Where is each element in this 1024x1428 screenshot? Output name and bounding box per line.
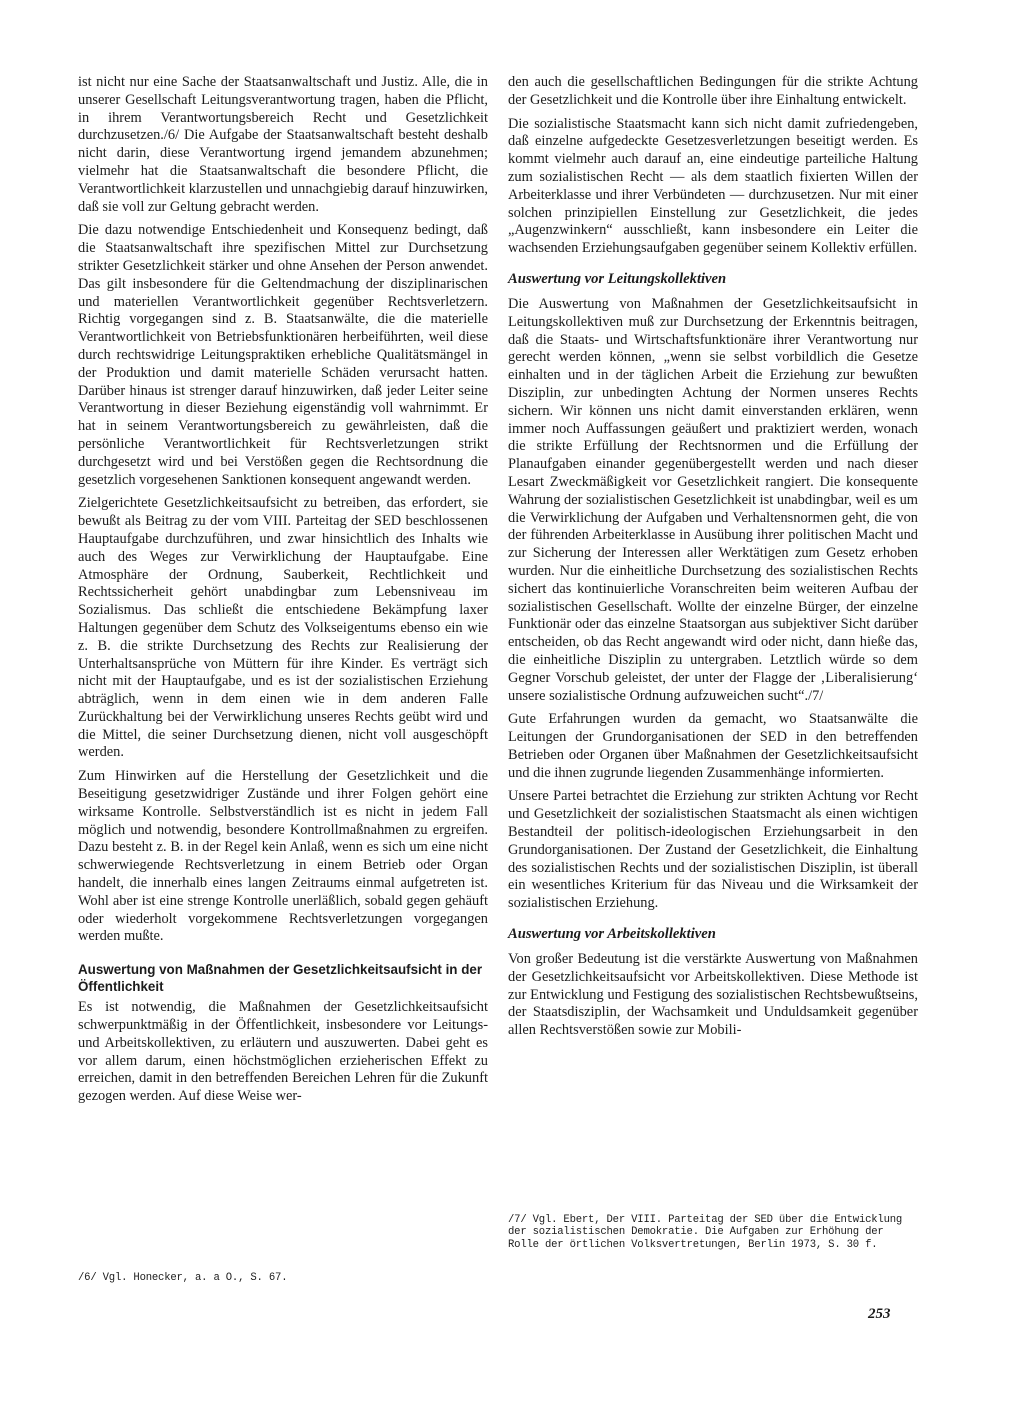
- footnote: /7/ Vgl. Ebert, Der VIII. Parteitag der SED über die Entwicklung der sozialistischen Demokratie. Die Aufgaben zur Erhöhung der Rolle der örtlichen Volksvertretungen, Berlin 1973, S. 30 f.: [508, 1214, 903, 1251]
- paragraph: Gute Erfahrungen wurden da gemacht, wo Staatsanwälte die Leitungen der Grundorganisationen der SED in den betreffenden Betrieben oder Organen über Maßnahmen der Gesetzlichkeitsaufsicht und die ihnen zugrunde liegenden Zusammenhänge informierten.: [508, 711, 918, 781]
- paragraph: Es ist notwendig, die Maßnahmen der Gesetzlichkeitsaufsicht schwerpunktmäßig in der Öffentlichkeit, insbesondere vor Leitungs- und Arbeitskollektiven, zu erläutern und auszuwerten. Dabei geht es vor allem darum, einen höchstmöglichen erzieherischen Effekt zu erreichen, damit in den betreffenden Bereichen Lehren für die Zukunft gezogen werden. Auf diese Weise wer-: [78, 999, 488, 1105]
- left-column: [78, 74, 488, 1112]
- footnote: /6/ Vgl. Honecker, a. a O., S. 67.: [78, 1272, 288, 1284]
- paragraph: Von großer Bedeutung ist die verstärkte Auswertung von Maßnahmen der Gesetzlichkeitsaufsicht vor Arbeitskollektiven. Diese Methode ist zur Entwicklung und Festigung des sozialistischen Rechtsbewußtseins, der Staatsdisziplin, der Wachsamkeit und Unduldsamkeit gegenüber allen Rechtsverstößen sowie zur Mobili-: [508, 951, 918, 1039]
- paragraph: Zum Hinwirken auf die Herstellung der Gesetzlichkeit und die Beseitigung gesetzwidriger Zustände und ihrer Folgen gehört eine wirksame Kontrolle. Selbstverständlich ist es nicht in jedem Fall möglich und notwendig, besondere Kontrollmaßnahmen zu ergreifen. Dazu besteht z. B. in der Regel kein Anlaß, wenn es sich um eine nicht schwerwiegende Rechtsverletzung in einem Betrieb oder Organ handelt, die innerhalb eines langen Zeitraums einmal aufgetreten ist. Wohl aber ist eine strenge Kontrolle unerläßlich, sobald gegen gehäuft oder wiederholt vorgekommene Rechtsverletzungen vorgegangen werden mußte.: [78, 768, 488, 945]
- section-heading: Auswertung von Maßnahmen der Gesetzlichkeitsaufsicht in der Öffentlichkeit: [78, 962, 483, 994]
- paragraph: Die sozialistische Staatsmacht kann sich nicht damit zufriedengeben, daß einzelne aufgedeckte Gesetzesverletzungen beseitigt werden. Es kommt vielmehr auch darauf an, eine eindeutige parteiliche Haltung zum sozialistischen Recht — als dem staatlich fixierten Willen der Arbeiterklasse und ihrer Verbündeten — durchzusetzen. Nur mit einer solchen prinzipiellen Einstellung zur Gesetzlichkeit, die jedes „Augenzwinkern“ ausschließt, kann insbesondere ein Leiter die wachsenden Erziehungsaufgaben gegenüber seinem Kollektiv erfüllen.: [508, 115, 918, 257]
- paragraph: ist nicht nur eine Sache der Staatsanwaltschaft und Justiz. Alle, die in unserer Gesellschaft Leitungsverantwortung tragen, haben die Pflicht, in ihrem Verantwortungsbereich Recht und Gesetzlichkeit durchzusetzen./6/ Die Aufgabe der Staatsanwaltschaft besteht deshalb nicht darin, diese Verantwortung irgend jemandem abzunehmen; vielmehr hat die Staatsanwaltschaft die besondere Pflicht, die Verantwortlichkeit klarzustellen und unnachgiebig darauf hinzuwirken, daß sie voll zur Geltung gebracht werden.: [78, 74, 488, 215]
- paragraph: Zielgerichtete Gesetzlichkeitsaufsicht zu betreiben, das erfordert, sie bewußt als Beitrag zu der vom VIII. Parteitag der SED beschlossenen Hauptaufgabe durchzuführen, und zwar hinsichtlich des Inhalts wie auch des Weges zur Verwirklichung der Hauptaufgabe. Eine Atmosphäre der Ordnung, Sauberkeit, Rechtlichkeit und Rechtssicherheit gehört unabdingbar zum Lebensniveau im Sozialismus. Das schließt die entschiedene Bekämpfung laxer Haltungen gegenüber dem Schutz des Volkseigentums ebenso ein wie z. B. die strikte Durchsetzung des Rechts zur Realisierung der Unterhaltsansprüche von Müttern für ihre Kinder. Es verträgt sich nicht mit der Hauptaufgabe, und es ist der sozialistischen Erziehung abträglich, wenn in dem einen wie in dem anderen Falle Zurückhaltung bei der Verwirklichung unseres Rechts geübt wird und die Mittel, die seiner Durchsetzung dienen, nicht voll ausgeschöpft werden.: [78, 495, 488, 761]
- paragraph: Die Auswertung von Maßnahmen der Gesetzlichkeitsaufsicht in Leitungskollektiven muß zur Durchsetzung der Erkenntnis beitragen, daß die Staats- und Wirtschaftsfunktionäre ihrer Verantwortung nur gerecht werden können, „wenn sie selbst vorbildlich die Gesetze einhalten und in der täglichen Arbeit die Erziehung zur bewußten Disziplin, zur unbedingten Achtung der Normen unseres Rechts sichern. Wir können uns nicht damit einverstanden erklären, wenn immer noch Auffassungen geäußert und praktiziert werden, wonach die strikte Erfüllung der Rechtsnormen und die Erfüllung der Planaufgaben einander gegenübergestellt werden und nach dieser Lesart Zweckmäßigkeit vor Gesetzlichkeit rangiert. Die konsequente Wahrung der sozialistischen Gesetzlichkeit ist unabdingbar, weil es um die Verwirklichung der Aufgaben und Verhaltensnormen geht, die von der führenden Arbeiterklasse in Ausübung ihrer politischen Macht und zur Sicherung der Interessen aller Werktätigen zum Gesetz erhoben wurden. Nur die einheitliche Durchsetzung des sozialistischen Rechts sichert das kontinuierliche Voranschreiten beim weiteren Aufbau der sozialistischen Gesellschaft. Wollte der einzelne Bürger, der einzelne Funktionär oder das einzelne Staatsorgan aus subjektiver Sicht darüber entscheiden, ob das Recht angewandt wird oder nicht, dann hieße das, die einheitliche Disziplin zu untergraben. Letztlich würde so dem Gegner Vorschub geleistet, der unter der Flagge der ‚Liberalisierung‘ unsere sozialistische Ordnung aufzuweichen sucht“./7/: [508, 295, 918, 704]
- paragraph: den auch die gesellschaftlichen Bedingungen für die strikte Achtung der Gesetzlichkeit und die Kontrolle über ihre Einhaltung entwickelt.: [508, 74, 918, 108]
- paragraph: Unsere Partei betrachtet die Erziehung zur strikten Achtung vor Recht und Gesetzlichkeit der sozialistischen Staatsmacht als einen wichtigen Bestandteil der politisch-ideologischen Erziehungsarbeit in den Grundorganisationen. Der Zustand der Gesetzlichkeit, die Einhaltung des sozialistischen Rechts und der sozialistischen Disziplin, ist überall ein wesentliches Kriterium für das Niveau und die Wirksamkeit der sozialistischen Erziehung.: [508, 788, 918, 912]
- paragraph: Die dazu notwendige Entschiedenheit und Konsequenz bedingt, daß die Staatsanwaltschaft ihre spezifischen Mittel zur Durchsetzung strikter Gesetzlichkeit stärker und ohne Ansehen der Person anwendet. Das gilt insbesondere für die Geltendmachung der disziplinarischen und materiellen Verantwortlichkeit gegenüber Rechtsverletzern. Richtig vorgegangen sind z. B. Staatsanwälte, die die materielle Verantwortlichkeit von Betriebsfunktionären herbeiführten, weil diese durch rechtswidrige Leitungspraktiken erhebliche Qualitätsmängel in der Produktion und damit materielle Schäden verursacht hatten. Darüber hinaus ist strenger darauf hinzuwirken, daß jeder Leiter seine Verantwortung in dieser Beziehung eigenständig voll wahrnimmt. Er hat in seinem Verantwortungsbereich zu gewährleisten, daß die persönliche Verantwortlichkeit für Rechtsverletzungen strikt durchgesetzt wird und bei Verstößen gegen die Rechtsordnung die gesetzlich vorgesehenen Sanktionen konsequent angewandt werden.: [78, 222, 488, 488]
- page-number: 253: [868, 1306, 891, 1322]
- subsection-heading: Auswertung vor Arbeitskollektiven: [508, 926, 716, 943]
- subsection-heading: Auswertung vor Leitungskollektiven: [508, 270, 727, 287]
- right-column: [508, 74, 918, 1046]
